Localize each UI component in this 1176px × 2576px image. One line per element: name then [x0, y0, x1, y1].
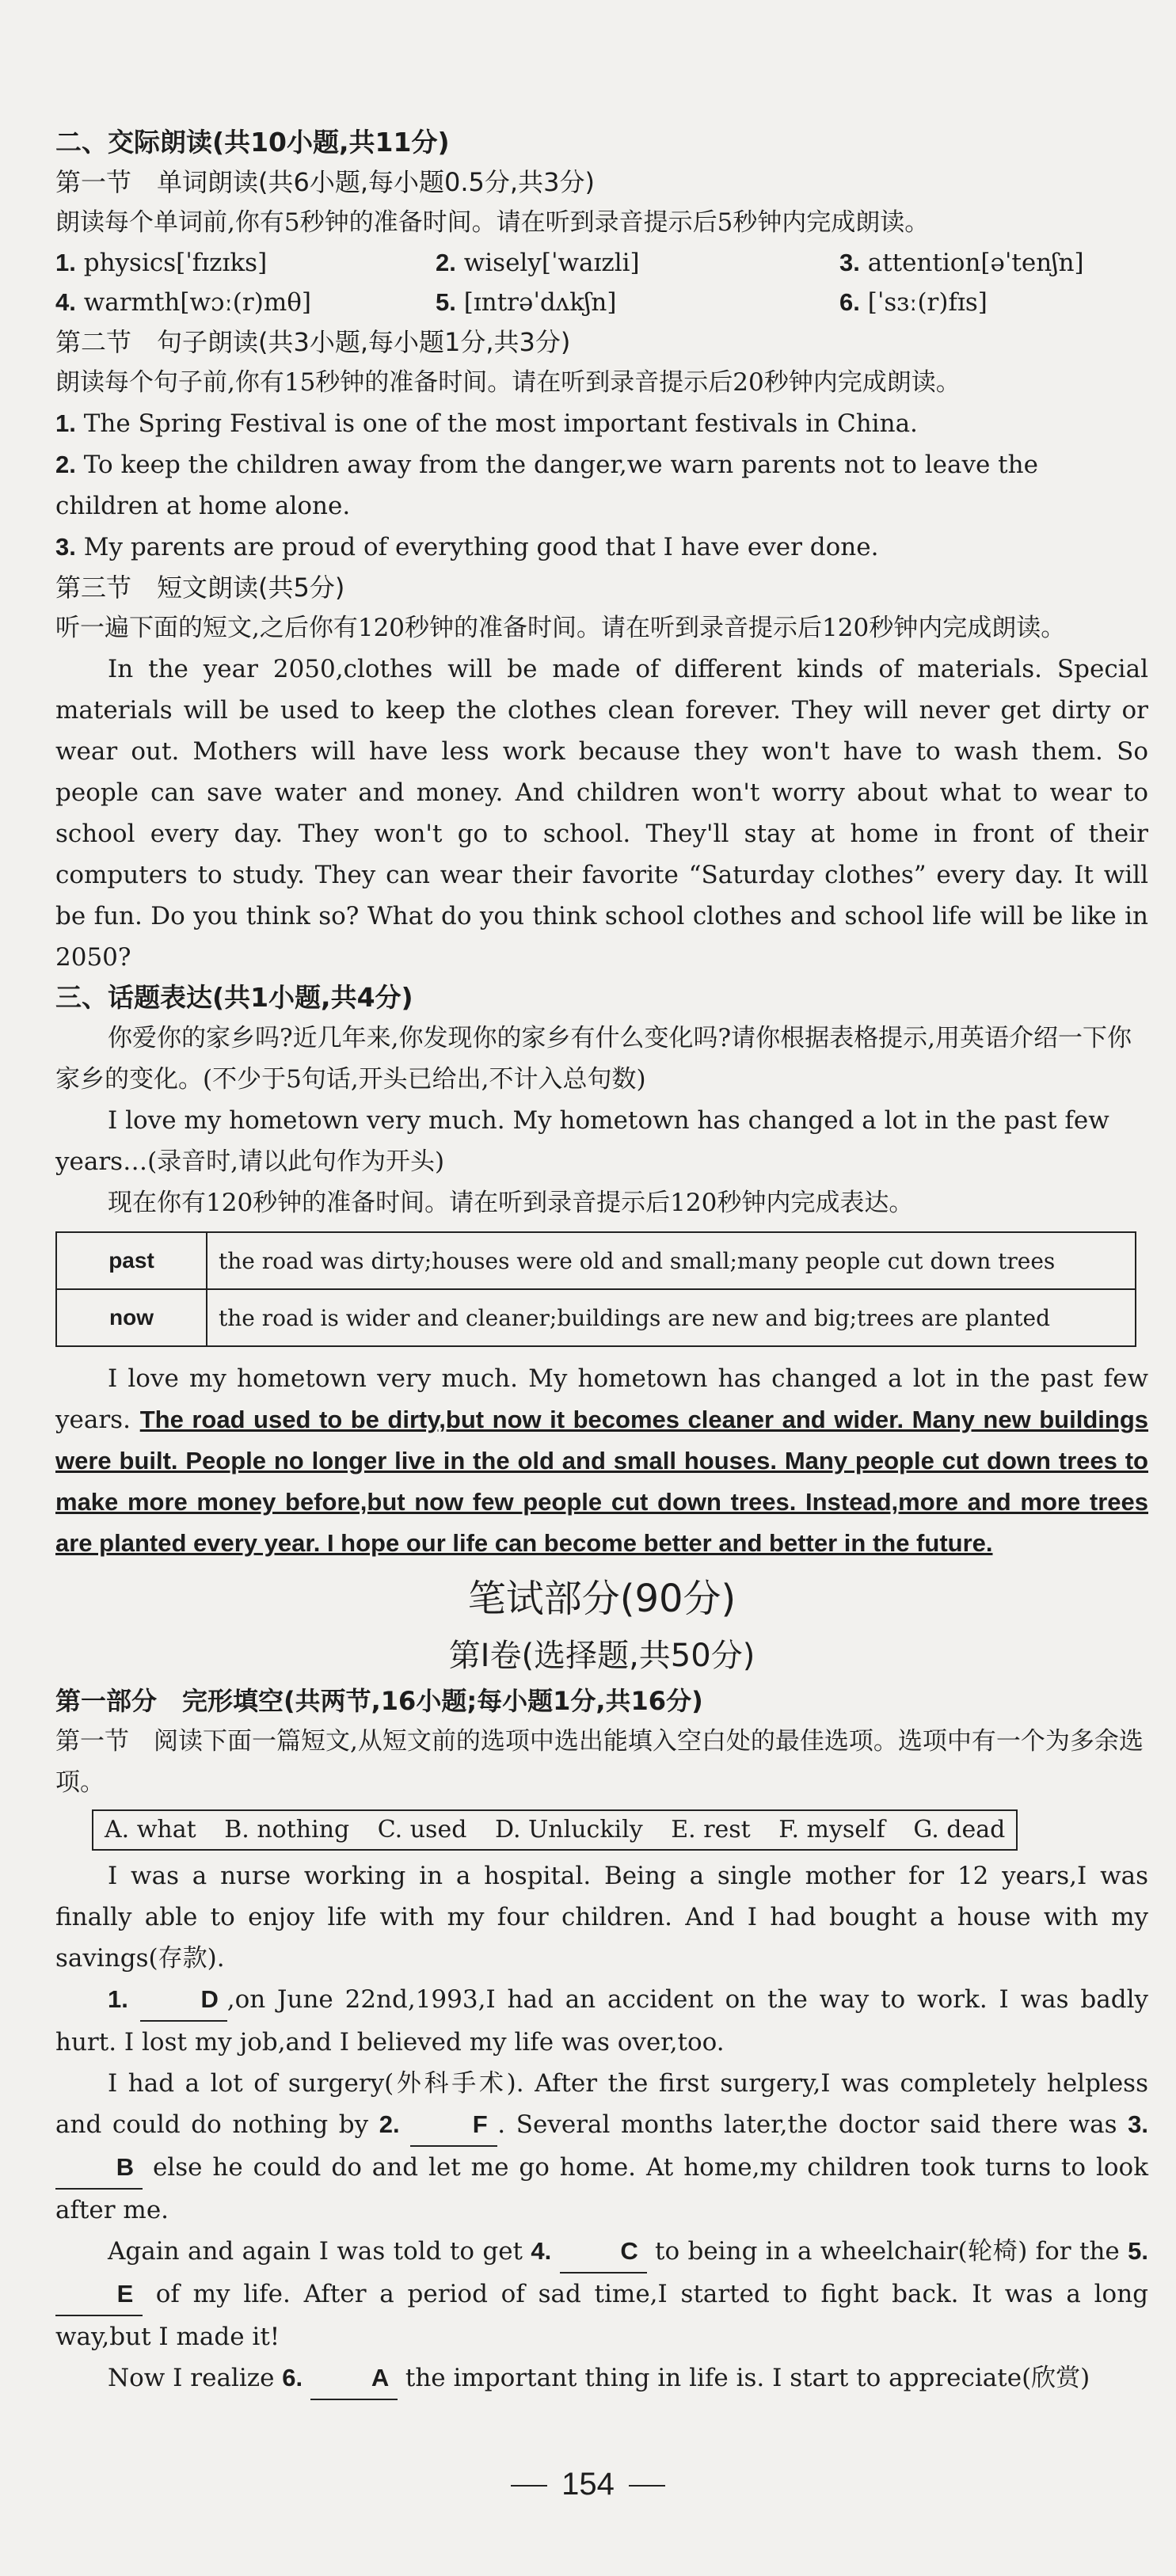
- volume-title: 第Ⅰ卷(选择题,共50分): [448, 1638, 755, 1674]
- page-number: 154: [0, 2467, 1176, 2502]
- table-row: [56, 1289, 1136, 1346]
- sentence-item: 2. To keep the children away from the danger,we warn parents not to leave the children at home alone.: [55, 451, 1038, 520]
- table-cell: now: [56, 1289, 207, 1346]
- table-cell: the road was dirty;houses were old and small;many people cut down trees: [207, 1232, 1136, 1289]
- word-row: 1. physics[ˈfɪzɪks] 2. wisely[ˈwaɪzli] 3. attention[əˈtenʃn]: [55, 243, 1148, 283]
- table-row: [56, 1232, 1136, 1289]
- topic-opening: I love my hometown very much. My hometown has changed a lot in the past few years…(录音时,请以此句作为开头): [55, 1106, 1109, 1176]
- word-item: [ɪntrəˈdʌkʃn]: [463, 288, 617, 317]
- answer-blank: C: [560, 2231, 647, 2274]
- sample-answer-text: The road used to be dirty,but now it becomes cleaner and wider. Many new buildings were built. People no longer live in the old and small houses. Many people cut down trees to make more money before,but now few people cut down trees. Instead,more and more trees are planted every year. I hope our life can become better and better in the future.: [55, 1406, 1149, 1557]
- passage-reading-instruction: 听一遍下面的短文,之后你有120秒钟的准备时间。请在听到录音提示后120秒钟内完成朗读。: [55, 614, 1066, 642]
- word-item: wisely[ˈwaɪzli]: [463, 249, 640, 277]
- word-reading-heading: 第一节 单词朗读(共6小题,每小题0.5分,共3分): [55, 167, 595, 197]
- option-item: D. Unluckily: [494, 1816, 643, 1844]
- option-item: E. rest: [671, 1816, 751, 1844]
- sentence-reading-heading: 第二节 句子朗读(共3小题,每小题1分,共3分): [55, 327, 571, 357]
- table-cell: past: [56, 1232, 207, 1289]
- option-item: F. myself: [778, 1816, 885, 1844]
- option-item: C. used: [377, 1816, 467, 1844]
- word-item: attention[əˈtenʃn]: [867, 249, 1084, 277]
- cloze-paragraph: Now I realize 6. A the important thing in life is. I start to appreciate(欣赏): [55, 2357, 1148, 2400]
- option-item: A. what: [105, 1816, 196, 1844]
- sentence-item: 3. My parents are proud of everything good that I have ever done.: [55, 533, 879, 561]
- cloze-paragraph: Again and again I was told to get 4. C to being in a wheelchair(轮椅) for the 5. E of my life. After a period of sad time,I started to fight back. It was a long way,but I made it!: [55, 2231, 1148, 2357]
- written-part-title: 笔试部分(90分): [467, 1577, 736, 1621]
- word-item: physics[ˈfɪzɪks]: [83, 249, 268, 277]
- passage-reading-heading: 第三节 短文朗读(共5分): [55, 573, 345, 603]
- option-item: B. nothing: [224, 1816, 350, 1844]
- option-item: G. dead: [913, 1816, 1006, 1844]
- cloze-paragraph: I was a nurse working in a hospital. Being a single mother for 12 years,I was finally able to enjoy life with my four children. And I had bought a house with my savings(存款).: [55, 1862, 1148, 1973]
- exam-page: [55, 123, 1148, 2400]
- answer-blank: A: [310, 2357, 398, 2400]
- option-box: [92, 1809, 1018, 1851]
- word-item: [ˈsɜː(r)fɪs]: [867, 288, 988, 317]
- answer-blank: F: [410, 2104, 497, 2147]
- answer-blank: B: [55, 2147, 143, 2190]
- section-heading-speaking: 二、交际朗读(共10小题,共11分): [55, 127, 450, 158]
- section-heading-topic: 三、话题表达(共1小题,共4分): [55, 982, 413, 1013]
- answer-blank: D: [140, 1979, 227, 2022]
- cloze-heading: 第一部分 完形填空(共两节,16小题;每小题1分,共16分): [55, 1686, 703, 1716]
- answer-blank: E: [55, 2274, 143, 2316]
- word-reading-instruction: 朗读每个单词前,你有5秒钟的准备时间。请在听到录音提示后5秒钟内完成朗读。: [55, 208, 930, 237]
- table-cell: the road is wider and cleaner;buildings are new and big;trees are planted: [207, 1289, 1136, 1346]
- topic-prompt: 你爱你的家乡吗?近几年来,你发现你的家乡有什么变化吗?请你根据表格提示,用英语介绍一下你家乡的变化。(不少于5句话,开头已给出,不计入总句数): [55, 1024, 1132, 1094]
- reading-passage: In the year 2050,clothes will be made of different kinds of materials. Special materials will be used to keep the clothes clean forever. They will never get dirty or wear out. Mothers will have less work because they won't have to wash them. So people can save water and money. And children won't worry about what to wear to school every day. They won't go to school. They'll stay at home in front of their computers to study. They can wear their favorite “Saturday clothes” every day. It will be fun. Do you think so? What do you think school clothes and school life will be like in 2050?: [55, 655, 1148, 972]
- sentence-reading-instruction: 朗读每个句子前,你有15秒钟的准备时间。请在听到录音提示后20秒钟内完成朗读。: [55, 368, 961, 397]
- hint-table: [55, 1231, 1136, 1347]
- word-row: 4. warmth[wɔː(r)mθ] 5. [ɪntrəˈdʌkʃn] 6. [ˈsɜː(r)fɪs]: [55, 283, 1148, 322]
- cloze-paragraph: 1. D ,on June 22nd,1993,I had an accident on the way to work. I was badly hurt. I lost my job,and I believed my life was over,too.: [55, 1979, 1148, 2063]
- sentence-item: 1. The Spring Festival is one of the most important festivals in China.: [55, 409, 918, 438]
- sample-answer: I love my hometown very much. My hometown has changed a lot in the past few years. The road used to be dirty,but now it becomes cleaner and wider. Many new buildings were built. People no longer live in the old and small houses. Many people cut down trees to make more money before,but now few people cut down trees. Instead,more and more trees are planted every year. I hope our life can become better and better in the future.: [55, 1364, 1149, 1557]
- word-item: warmth[wɔː(r)mθ]: [83, 288, 311, 317]
- topic-time-note: 现在你有120秒钟的准备时间。请在听到录音提示后120秒钟内完成表达。: [108, 1189, 914, 1217]
- cloze-instruction: 第一节 阅读下面一篇短文,从短文前的选项中选出能填入空白处的最佳选项。选项中有一个为多余选项。: [55, 1727, 1144, 1797]
- cloze-paragraph: I had a lot of surgery(外科手术). After the first surgery,I was completely helpless and could do nothing by 2. F . Several months later,the doctor said there was 3. B else he could do and let me go home. At home,my children took turns to look after me.: [55, 2069, 1148, 2224]
